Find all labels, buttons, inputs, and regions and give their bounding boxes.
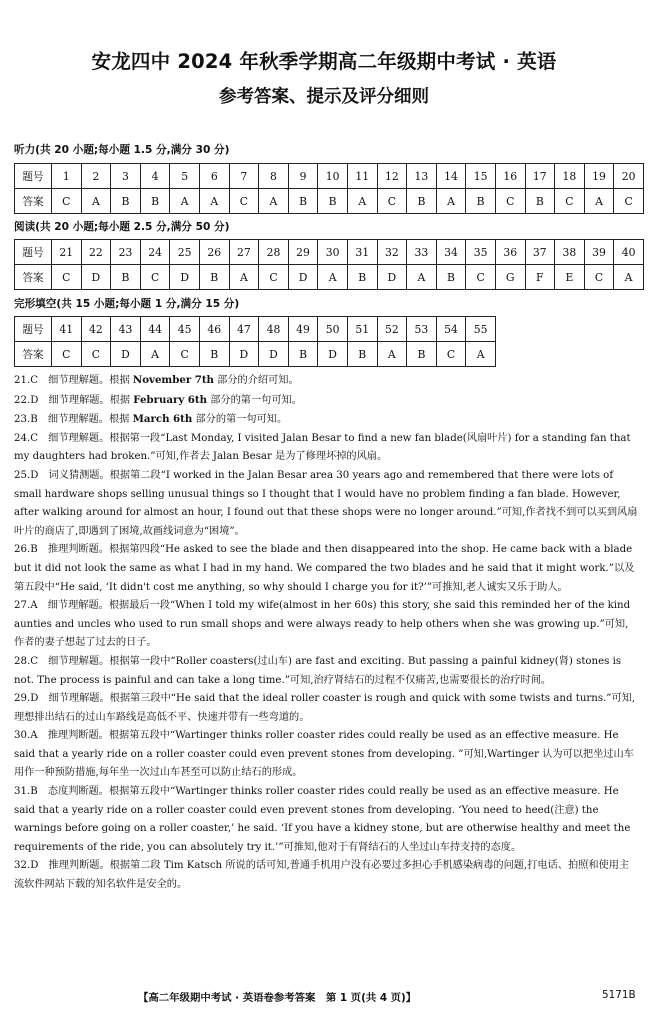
question-number-cell: 37 <box>525 240 555 265</box>
footer-page-info: 【高二年级期中考试 · 英语卷参考答案 第 1 页(共 4 页)】 <box>138 992 417 1004</box>
answer-cell: A <box>584 189 614 214</box>
explanation-item <box>14 690 638 727</box>
answer-cell: A <box>81 189 111 214</box>
question-number-cell: 20 <box>614 164 644 189</box>
answer-cell: A <box>436 189 466 214</box>
question-number-cell: 29 <box>288 240 318 265</box>
question-number-cell: 6 <box>199 164 229 189</box>
answer-cell: C <box>52 265 82 290</box>
question-number-cell: 43 <box>111 317 141 342</box>
answer-cell: B <box>111 189 141 214</box>
answer-cell: A <box>259 189 289 214</box>
row-label: 答案 <box>15 342 52 367</box>
question-number-cell: 12 <box>377 164 407 189</box>
answer-cell: A <box>229 265 259 290</box>
question-number-cell: 44 <box>140 317 170 342</box>
answer-cell: C <box>81 342 111 367</box>
answer-cell: A <box>614 265 644 290</box>
row-label: 题号 <box>15 240 52 265</box>
question-number-cell: 11 <box>347 164 377 189</box>
answer-cell: B <box>407 342 437 367</box>
answer-cell: C <box>170 342 200 367</box>
answer-cell: C <box>140 265 170 290</box>
answer-cell: D <box>318 342 348 367</box>
answer-cell: B <box>140 189 170 214</box>
question-number-cell: 18 <box>555 164 585 189</box>
explanation-text: 25.D 词义猜测题。根据第二段“I worked in the Jalan Besar area 30 years ago and remembered that there were lots of small hardware shops selling unusual things so I thought that I would have no problem finding a fan blade. However, after walking around for almost an hour, I found out that these shops were no longer around.”可知,作者找不到可以买到风扇叶片的商店了,即遇到了困境,故画线词意为“困境”。 <box>14 469 638 537</box>
answer-cell: A <box>347 189 377 214</box>
answer-cell: G <box>495 265 525 290</box>
question-number-cell: 15 <box>466 164 496 189</box>
question-number-cell: 38 <box>555 240 585 265</box>
question-number-cell: 23 <box>111 240 141 265</box>
answer-cell: C <box>614 189 644 214</box>
answer-cell: E <box>555 265 585 290</box>
answer-row <box>15 265 644 290</box>
explanation-text: 30.A 推理判断题。根据第五段中“Wartinger thinks roller coaster rides could really be used as an effective measure. He said that a yearly ride on a roller coaster could even prevent stones from developing. ”可知,Wartinger 认为可以把坐过山车用作一种预防措施,每年坐一次过山车甚至可以防止结石的形成。 <box>14 730 634 779</box>
question-number-cell: 35 <box>466 240 496 265</box>
answer-cell: B <box>199 342 229 367</box>
row-label: 题号 <box>15 164 52 189</box>
explanation-item <box>14 430 638 467</box>
row-label: 答案 <box>15 265 52 290</box>
answer-cell: B <box>111 265 141 290</box>
answer-cell: D <box>111 342 141 367</box>
question-number-cell: 7 <box>229 164 259 189</box>
answer-cell: C <box>229 189 259 214</box>
reading-answer-table <box>14 239 644 290</box>
explanations-list <box>14 371 638 895</box>
answer-cell: A <box>407 265 437 290</box>
cloze-heading: 完形填空(共 15 小题;每小题 1 分,满分 15 分) <box>14 298 240 310</box>
answer-cell: B <box>199 265 229 290</box>
question-number-cell: 33 <box>407 240 437 265</box>
question-number-cell: 28 <box>259 240 289 265</box>
answer-cell: C <box>555 189 585 214</box>
question-number-cell: 27 <box>229 240 259 265</box>
answer-cell: C <box>259 265 289 290</box>
answer-cell: D <box>259 342 289 367</box>
answer-cell: C <box>377 189 407 214</box>
listening-heading: 听力(共 20 小题;每小题 1.5 分,满分 30 分) <box>14 144 230 156</box>
explanation-item <box>14 653 638 690</box>
explanation-item <box>14 391 638 411</box>
question-number-cell: 32 <box>377 240 407 265</box>
question-number-cell: 5 <box>170 164 200 189</box>
question-number-row <box>15 164 644 189</box>
question-number-cell: 51 <box>347 317 377 342</box>
answer-row <box>15 189 644 214</box>
section-reference: February 6th <box>133 393 207 406</box>
explanation-item <box>14 541 638 597</box>
question-number-cell: 50 <box>318 317 348 342</box>
question-number-cell: 1 <box>52 164 82 189</box>
question-number-cell: 52 <box>377 317 407 342</box>
section-reference: November 7th <box>132 374 214 386</box>
question-number-cell: 54 <box>436 317 466 342</box>
question-number-cell: 25 <box>170 240 200 265</box>
answer-cell: B <box>466 189 496 214</box>
question-number-cell: 30 <box>318 240 348 265</box>
explanation-text: 27.A 细节理解题。根据最后一段“When I told my wife(almost in her 60s) this story, she said this reminded her of the kind aunties and uncles who used to run small shops and were always ready to help others when she was growing up.”可知,作者的妻子想起了过去的日子。 <box>14 600 631 649</box>
answer-cell: B <box>347 342 377 367</box>
explanation-item <box>14 467 638 541</box>
question-number-cell: 13 <box>407 164 437 189</box>
question-number-cell: 48 <box>259 317 289 342</box>
answer-cell: C <box>584 265 614 290</box>
answer-cell: A <box>199 189 229 214</box>
answer-cell: B <box>288 189 318 214</box>
question-number-cell: 31 <box>347 240 377 265</box>
explanation-item <box>14 783 638 857</box>
cloze-answer-table <box>14 316 496 367</box>
question-number-cell: 3 <box>111 164 141 189</box>
answer-cell: C <box>52 342 82 367</box>
explanation-item <box>14 371 638 391</box>
answer-cell: C <box>466 265 496 290</box>
explanation-text: 22.D 细节理解题。根据 <box>14 394 134 406</box>
answer-cell: A <box>170 189 200 214</box>
explanation-text: 32.D 推理判断题。根据第二段 Tim Katsch 所说的话可知,普通手机用户没有必要过多担心手机感染病毒的问题,打电话、拍照和使用主流软件网站下载的知名软件是安全的。 <box>14 860 630 891</box>
question-number-cell: 53 <box>407 317 437 342</box>
row-label: 题号 <box>15 317 52 342</box>
question-number-row <box>15 240 644 265</box>
question-number-cell: 19 <box>584 164 614 189</box>
answer-cell: B <box>407 189 437 214</box>
answer-cell: C <box>52 189 82 214</box>
explanation-item <box>14 857 638 894</box>
question-number-cell: 47 <box>229 317 259 342</box>
answer-cell: F <box>525 265 555 290</box>
explanation-text: 26.B 推理判断题。根据第四段“He asked to see the blade and then disappeared into the shop. He came back with a blade but it did not look the same as what I had in my hand. We compared the two blades and he said that it might work.”以及第五段中“He said, ‘It didn't cost me anything, so why should I charge you for it?’”可推知,老人诚实又乐于助人。 <box>14 544 635 593</box>
question-number-cell: 42 <box>81 317 111 342</box>
question-number-cell: 46 <box>199 317 229 342</box>
question-number-cell: 36 <box>495 240 525 265</box>
answer-cell: B <box>436 265 466 290</box>
page-title: 安龙四中 2024 年秋季学期高二年级期中考试 · 英语 <box>91 50 557 73</box>
question-number-cell: 8 <box>259 164 289 189</box>
question-number-cell: 34 <box>436 240 466 265</box>
question-number-cell: 55 <box>466 317 496 342</box>
question-number-cell: 39 <box>584 240 614 265</box>
question-number-cell: 21 <box>52 240 82 265</box>
reading-heading: 阅读(共 20 小题;每小题 2.5 分,满分 50 分) <box>14 221 230 233</box>
explanation-text: 28.C 细节理解题。根据第一段中“Roller coasters(过山车) are fast and exciting. But passing a painful kidney(肾) stones is not. The process is painful and can take a long time.”可知,治疗肾结石的过程不仅痛苦,也需要很长的治疗时间。 <box>14 655 622 686</box>
section-reference: March 6th <box>132 413 193 426</box>
explanation-text-tail: 部分的第一句可知。 <box>192 414 288 426</box>
page-subtitle: 参考答案、提示及评分细则 <box>219 87 429 107</box>
question-number-cell: 41 <box>52 317 82 342</box>
answer-cell: D <box>288 265 318 290</box>
explanation-item <box>14 597 638 653</box>
question-number-cell: 16 <box>495 164 525 189</box>
question-number-cell: 22 <box>81 240 111 265</box>
answer-cell: B <box>347 265 377 290</box>
question-number-cell: 24 <box>140 240 170 265</box>
question-number-cell: 2 <box>81 164 111 189</box>
answer-cell: B <box>288 342 318 367</box>
explanation-text: 31.B 态度判断题。根据第五段中“Wartinger thinks roller coaster rides could really be used as an effective measure. He said that a yearly ride on a roller coaster could even prevent stones from developing. ‘You need to heed(注意) the warnings before going on a roller coaster,’ he said. ‘If you have a kidney stone, but are otherwise healthy and meet the requirements of the ride, you can absolutely try it.’”可推知,他对于有肾结石的人坐过山车持支持的态度。 <box>14 786 631 853</box>
question-number-cell: 10 <box>318 164 348 189</box>
answer-row <box>15 342 496 367</box>
question-number-cell: 14 <box>436 164 466 189</box>
answer-cell: C <box>495 189 525 214</box>
footer-code: 5171B <box>602 989 636 1001</box>
answer-cell: B <box>318 189 348 214</box>
explanation-item <box>14 727 638 783</box>
listening-answer-table <box>14 163 644 214</box>
answer-cell: D <box>229 342 259 367</box>
explanation-item <box>14 410 638 430</box>
answer-cell: A <box>466 342 496 367</box>
answer-cell: A <box>140 342 170 367</box>
question-number-cell: 40 <box>614 240 644 265</box>
explanation-text-tail: 部分的第一句可知。 <box>207 394 302 406</box>
explanation-text: 24.C 细节理解题。根据第一段“Last Monday, I visited Jalan Besar to find a new fan blade(风扇叶片) for a standing fan that my daughters had broken.”可知,作者去 Jalan Besar 是为了修理坏掉的风扇。 <box>14 432 631 463</box>
question-number-cell: 26 <box>199 240 229 265</box>
answer-cell: D <box>170 265 200 290</box>
answer-cell: A <box>377 342 407 367</box>
question-number-cell: 9 <box>288 164 318 189</box>
answer-cell: D <box>377 265 407 290</box>
question-number-cell: 17 <box>525 164 555 189</box>
question-number-cell: 4 <box>140 164 170 189</box>
answer-cell: A <box>318 265 348 290</box>
question-number-cell: 45 <box>170 317 200 342</box>
row-label: 答案 <box>15 189 52 214</box>
answer-cell: C <box>436 342 466 367</box>
explanation-text: 23.B 细节理解题。根据 <box>14 414 133 426</box>
answer-cell: B <box>525 189 555 214</box>
explanation-text-tail: 部分的介绍可知。 <box>213 375 299 386</box>
question-number-row <box>15 317 496 342</box>
question-number-cell: 49 <box>288 317 318 342</box>
answer-cell: D <box>81 265 111 290</box>
explanation-text: 29.D 细节理解题。根据第三段中“He said that the ideal roller coaster is rough and quick with some twists and turns.”可知,理想排出结石的过山车路线是高低不平、快速并带有一些弯道的。 <box>14 693 636 723</box>
explanation-text: 21.C 细节理解题。根据 <box>14 375 133 386</box>
